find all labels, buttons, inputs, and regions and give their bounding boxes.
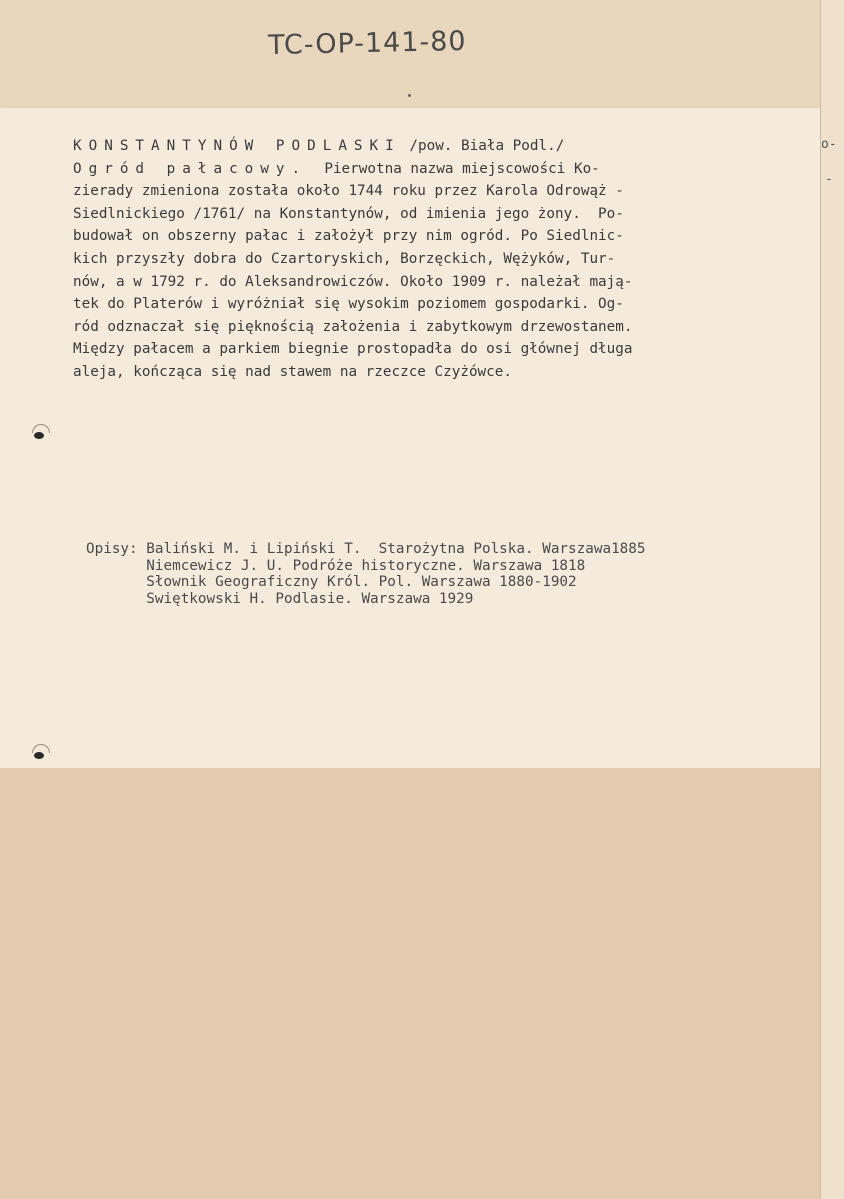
ink-dot [408, 94, 411, 97]
heading-line [73, 135, 818, 158]
card-text [73, 135, 818, 384]
catalog-number: TC-OP-141-80 [267, 25, 467, 62]
body-line: Siedlnickiego /1761/ na Konstantynów, od imienia jego żony. Po- [73, 205, 624, 222]
body-line: kich przyszły dobra do Czartoryskich, Borzęckich, Wężyków, Tur- [73, 250, 616, 267]
margin-mark-1: o- [821, 137, 837, 152]
body-line: tek do Platerów i wyróżniał się wysokim poziomem gospodarki. Og- [73, 296, 624, 313]
reference-line [86, 558, 826, 575]
reference-line [86, 591, 826, 608]
reference-item: Słownik Geograficzny Król. Pol. Warszawa 1880-1902 [146, 574, 577, 590]
heading-place: KONSTANTYNÓW PODLASKI [73, 138, 401, 154]
body-line: nów, a w 1792 r. do Aleksandrowiczów. Około 1909 r. należał mają- [73, 273, 633, 290]
punch-hole-icon [30, 424, 52, 440]
references [86, 541, 826, 607]
body-line: ród odznaczał się pięknością założenia i zabytkowym drzewostanem. [73, 318, 633, 335]
lower-sheet [0, 768, 820, 1199]
body-line: budował on obszerny pałac i założył przy nim ogród. Po Siedlnic- [73, 228, 624, 245]
reference-item: Niemcewicz J. U. Podróże historyczne. Warszawa 1818 [146, 557, 586, 574]
body-line: aleja, kończąca się nad stawem na rzeczce Czyżówce. [73, 363, 512, 380]
body-line: zierady zmieniona została około 1744 roku przez Karola Odrowąż - [73, 183, 624, 200]
reference-item: Baliński M. i Lipiński T. Starożytna Polska. Warszawa1885 [146, 541, 646, 557]
body-line: Między pałacem a parkiem biegnie prostopadła do osi głównej długa [73, 341, 633, 358]
margin-mark-2: - [825, 172, 833, 187]
heading-subject: Ogród pałacowy. [73, 160, 308, 177]
reference-line [86, 574, 826, 591]
heading-county: /pow. Biała Podl./ [409, 138, 565, 154]
references-label: Opisy: [86, 541, 138, 557]
reference-line [86, 541, 826, 558]
punch-hole-icon [30, 744, 52, 760]
body-line [73, 158, 818, 181]
body-line-text: Pierwotna nazwa miejscowości Ko- [324, 160, 600, 177]
reference-item: Swiętkowski H. Podlasie. Warszawa 1929 [146, 590, 474, 607]
